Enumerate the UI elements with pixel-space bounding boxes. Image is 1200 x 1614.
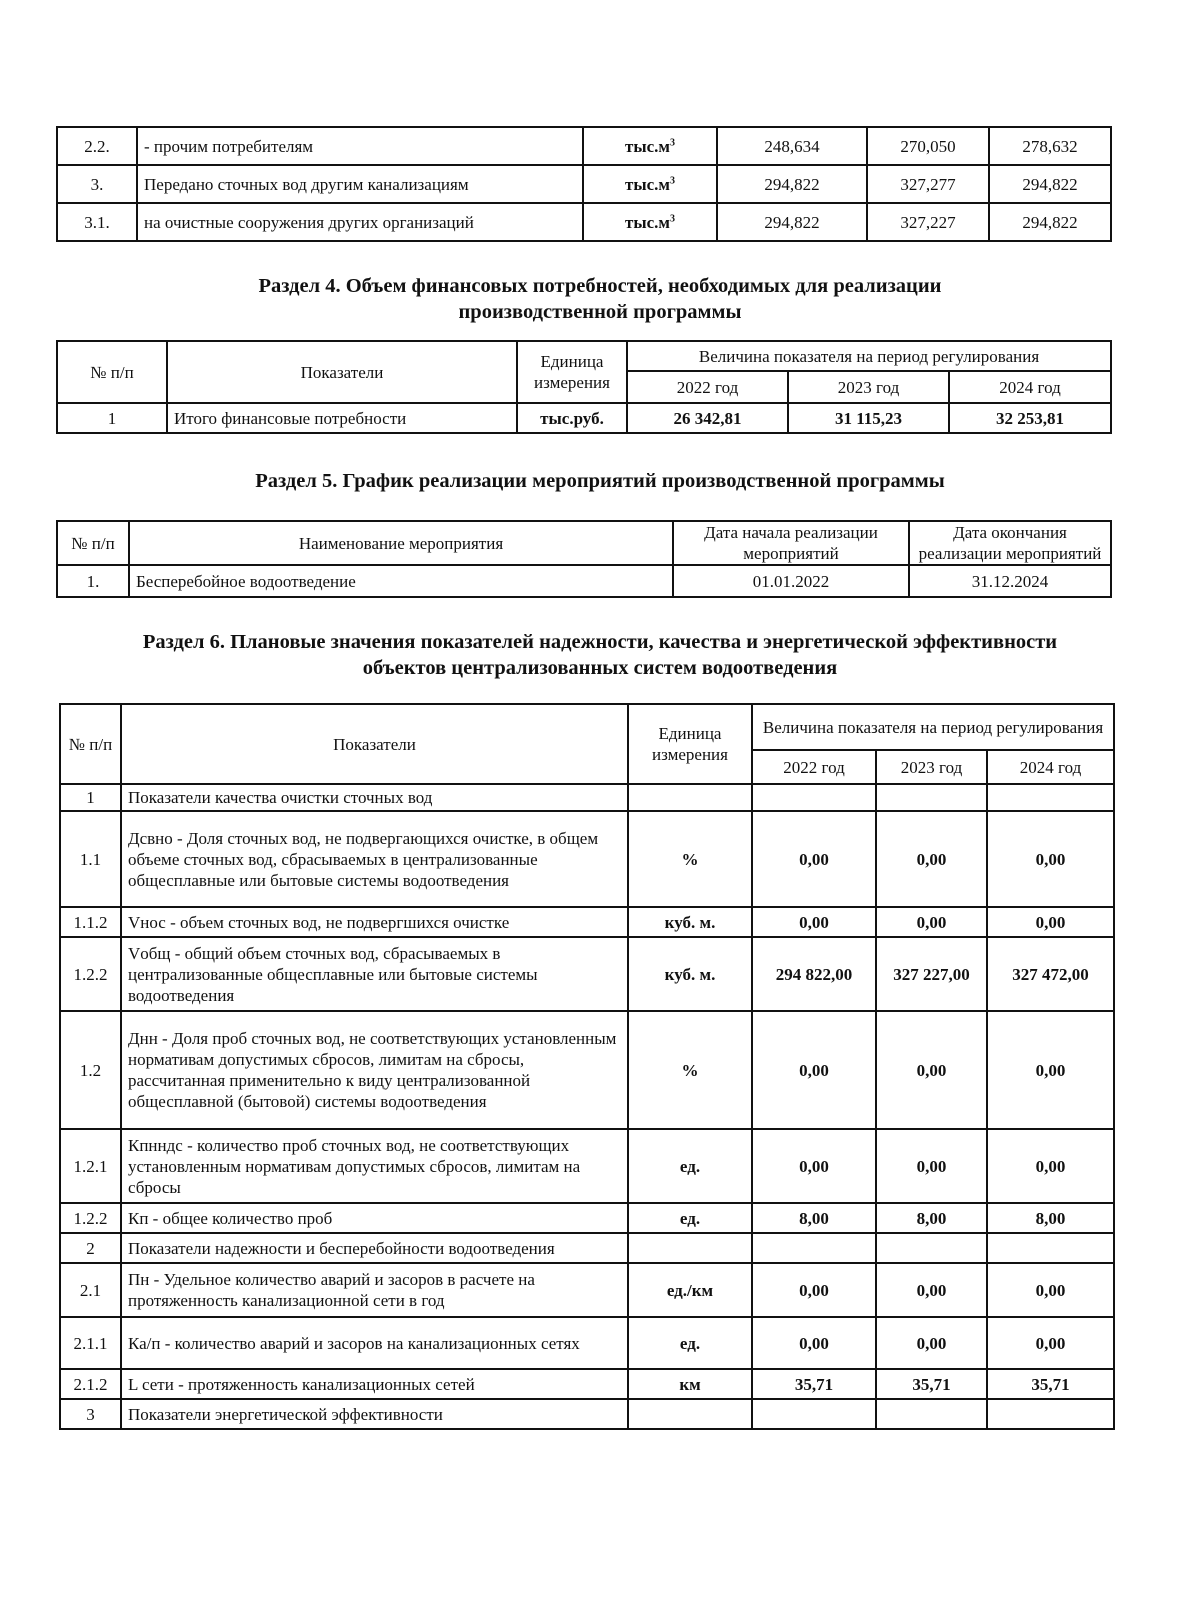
header-2023: 2023 год [876,750,987,784]
row-unit [628,784,752,811]
header-unit: Единица измерения [517,341,627,403]
header-num: № п/п [60,704,121,784]
value-2024: 0,00 [987,1317,1114,1369]
value-2022 [752,1233,876,1263]
row-unit: тыс.руб. [517,403,627,433]
value-2022 [752,1399,876,1429]
value-2022: 294,822 [717,203,867,241]
row-unit: км [628,1369,752,1399]
value-2023: 8,00 [876,1203,987,1233]
row-number: 3.1. [57,203,137,241]
value-2024: 35,71 [987,1369,1114,1399]
value-2024 [987,1233,1114,1263]
value-2024: 0,00 [987,1011,1114,1129]
row-unit: $тыс.м^3$ [583,165,717,203]
row-unit: ед. [628,1203,752,1233]
row-number: 2.2. [57,127,137,165]
value-2023: 31 115,23 [788,403,949,433]
table-row [60,1011,1114,1129]
row-name: Кпнндс - количество проб сточных вод, не соответствующих установленным нормативам допустимых сбросов, лимитам на сбросы [121,1129,628,1203]
value-2024: 294,822 [989,165,1111,203]
value-2022: 0,00 [752,1263,876,1317]
value-2022: 294,822 [717,165,867,203]
row-unit: ед. [628,1317,752,1369]
value-2023: 327,227 [867,203,989,241]
value-2023: 0,00 [876,1129,987,1203]
table-row [60,1203,1114,1233]
value-2022: 294 822,00 [752,937,876,1011]
value-2023 [876,784,987,811]
value-2023: 0,00 [876,811,987,907]
row-name: Vобщ - общий объем сточных вод, сбрасываемых в централизованные общесплавные или бытовые системы водоотведения [121,937,628,1011]
section-5-title: Раздел 5. График реализации мероприятий производственной программы [255,470,945,492]
row-name: Vнос - объем сточных вод, не подвергшихся очистке [121,907,628,937]
value-2024: 0,00 [987,907,1114,937]
row-name: Передано сточных вод другим канализациям [137,165,583,203]
row-unit: куб. м. [628,937,752,1011]
value-2024: 327 472,00 [987,937,1114,1011]
value-2022: 248,634 [717,127,867,165]
header-num: № п/п [57,341,167,403]
table-row [57,403,1111,433]
row-name: Показатели надежности и бесперебойности водоотведения [121,1233,628,1263]
indicators-table [59,703,1115,1430]
value-2024: 0,00 [987,1129,1114,1203]
table-row [57,203,1111,241]
value-2024: 8,00 [987,1203,1114,1233]
row-number: 3 [60,1399,121,1429]
table-row [60,1129,1114,1203]
row-name: Кп - общее количество проб [121,1203,628,1233]
row-name: Показатели качества очистки сточных вод [121,784,628,811]
row-name: Ка/п - количество аварий и засоров на канализационных сетях [121,1317,628,1369]
table-row [60,1369,1114,1399]
header-unit: Единица измерения [628,704,752,784]
row-number: 1.2.2 [60,937,121,1011]
table-row [60,1233,1114,1263]
section-4-title-line2: производственной программы [458,301,742,323]
schedule-table [56,520,1112,598]
row-name: - прочим потребителям [137,127,583,165]
row-unit: ед./км [628,1263,752,1317]
section-6-title-line2: объектов централизованных систем водоотведения [362,657,838,679]
header-end: Дата окончания реализации мероприятий [909,521,1111,565]
row-number: 2.1.2 [60,1369,121,1399]
value-2022 [752,784,876,811]
end-date: 31.12.2024 [909,565,1111,597]
value-2023: 0,00 [876,1011,987,1129]
header-period: Величина показателя на период регулирования [752,704,1114,750]
row-unit [628,1233,752,1263]
value-2022: 0,00 [752,907,876,937]
section-6-title [0,629,1200,681]
value-2024: 278,632 [989,127,1111,165]
row-unit: куб. м. [628,907,752,937]
table-row [60,784,1114,811]
row-name: Итого финансовые потребности [167,403,517,433]
row-number: 2.1 [60,1263,121,1317]
value-2023 [876,1233,987,1263]
value-2023: 327 227,00 [876,937,987,1011]
value-2024: 0,00 [987,811,1114,907]
value-2023 [876,1399,987,1429]
value-2024: 0,00 [987,1263,1114,1317]
row-number: 2.1.1 [60,1317,121,1369]
row-unit: $тыс.м^3$ [583,127,717,165]
value-2023: 0,00 [876,907,987,937]
value-2022: 0,00 [752,1129,876,1203]
row-number: 1 [57,403,167,433]
header-2023: 2023 год [788,371,949,403]
value-2022: 26 342,81 [627,403,788,433]
value-2022: 0,00 [752,811,876,907]
row-unit: % [628,811,752,907]
section-4-title-line1: Раздел 4. Объем финансовых потребностей, необходимых для реализации [258,275,942,297]
row-unit: $тыс.м^3$ [583,203,717,241]
value-2024 [987,784,1114,811]
value-2023: 270,050 [867,127,989,165]
row-name: на очистные сооружения других организаций [137,203,583,241]
table-row [60,937,1114,1011]
header-2022: 2022 год [752,750,876,784]
row-name: Бесперебойное водоотведение [129,565,673,597]
value-2023: 0,00 [876,1263,987,1317]
start-date: 01.01.2022 [673,565,909,597]
table-row [60,907,1114,937]
row-number: 3. [57,165,137,203]
financial-needs-table [56,340,1112,434]
table-row [60,1399,1114,1429]
header-period: Величина показателя на период регулирования [627,341,1111,371]
table-row [57,165,1111,203]
row-name: Дсвно - Доля сточных вод, не подвергающихся очистке, в общем объеме сточных вод, сбрасываемых в централизованные общесплавные или бытовые системы водоотведения [121,811,628,907]
row-number: 1.2.2 [60,1203,121,1233]
row-name: Пн - Удельное количество аварий и засоров в расчете на протяженность канализационной сети в год [121,1263,628,1317]
row-number: 1 [60,784,121,811]
table-row [57,565,1111,597]
row-unit: % [628,1011,752,1129]
header-indicator: Показатели [121,704,628,784]
header-start: Дата начала реализации мероприятий [673,521,909,565]
value-2023: 35,71 [876,1369,987,1399]
value-2022: 35,71 [752,1369,876,1399]
header-2024: 2024 год [949,371,1111,403]
row-name: Показатели энергетической эффективности [121,1399,628,1429]
table-row [60,811,1114,907]
volume-table [56,126,1112,242]
value-2024 [987,1399,1114,1429]
row-number: 1.2 [60,1011,121,1129]
section-4-title [0,273,1200,325]
header-indicator: Показатели [167,341,517,403]
header-name: Наименование мероприятия [129,521,673,565]
row-number: 1.1 [60,811,121,907]
table-row [57,127,1111,165]
row-name: L сети - протяженность канализационных сетей [121,1369,628,1399]
header-2022: 2022 год [627,371,788,403]
row-number: 1. [57,565,129,597]
value-2023: 327,277 [867,165,989,203]
row-unit: ед. [628,1129,752,1203]
section-6-title-line1: Раздел 6. Плановые значения показателей надежности, качества и энергетической эффективности [142,631,1058,653]
row-number: 1.2.1 [60,1129,121,1203]
value-2022: 0,00 [752,1011,876,1129]
value-2024: 32 253,81 [949,403,1111,433]
row-name: Днн - Доля проб сточных вод, не соответствующих установленным нормативам допустимых сбросов, лимитам на сбросы, рассчитанная применительно к виду централизованной общесплавной (бытовой) системы водоотведения [121,1011,628,1129]
table-row [60,1317,1114,1369]
row-unit [628,1399,752,1429]
header-2024: 2024 год [987,750,1114,784]
value-2022: 8,00 [752,1203,876,1233]
row-number: 2 [60,1233,121,1263]
table-row [60,1263,1114,1317]
header-num: № п/п [57,521,129,565]
row-number: 1.1.2 [60,907,121,937]
value-2024: 294,822 [989,203,1111,241]
value-2022: 0,00 [752,1317,876,1369]
value-2023: 0,00 [876,1317,987,1369]
